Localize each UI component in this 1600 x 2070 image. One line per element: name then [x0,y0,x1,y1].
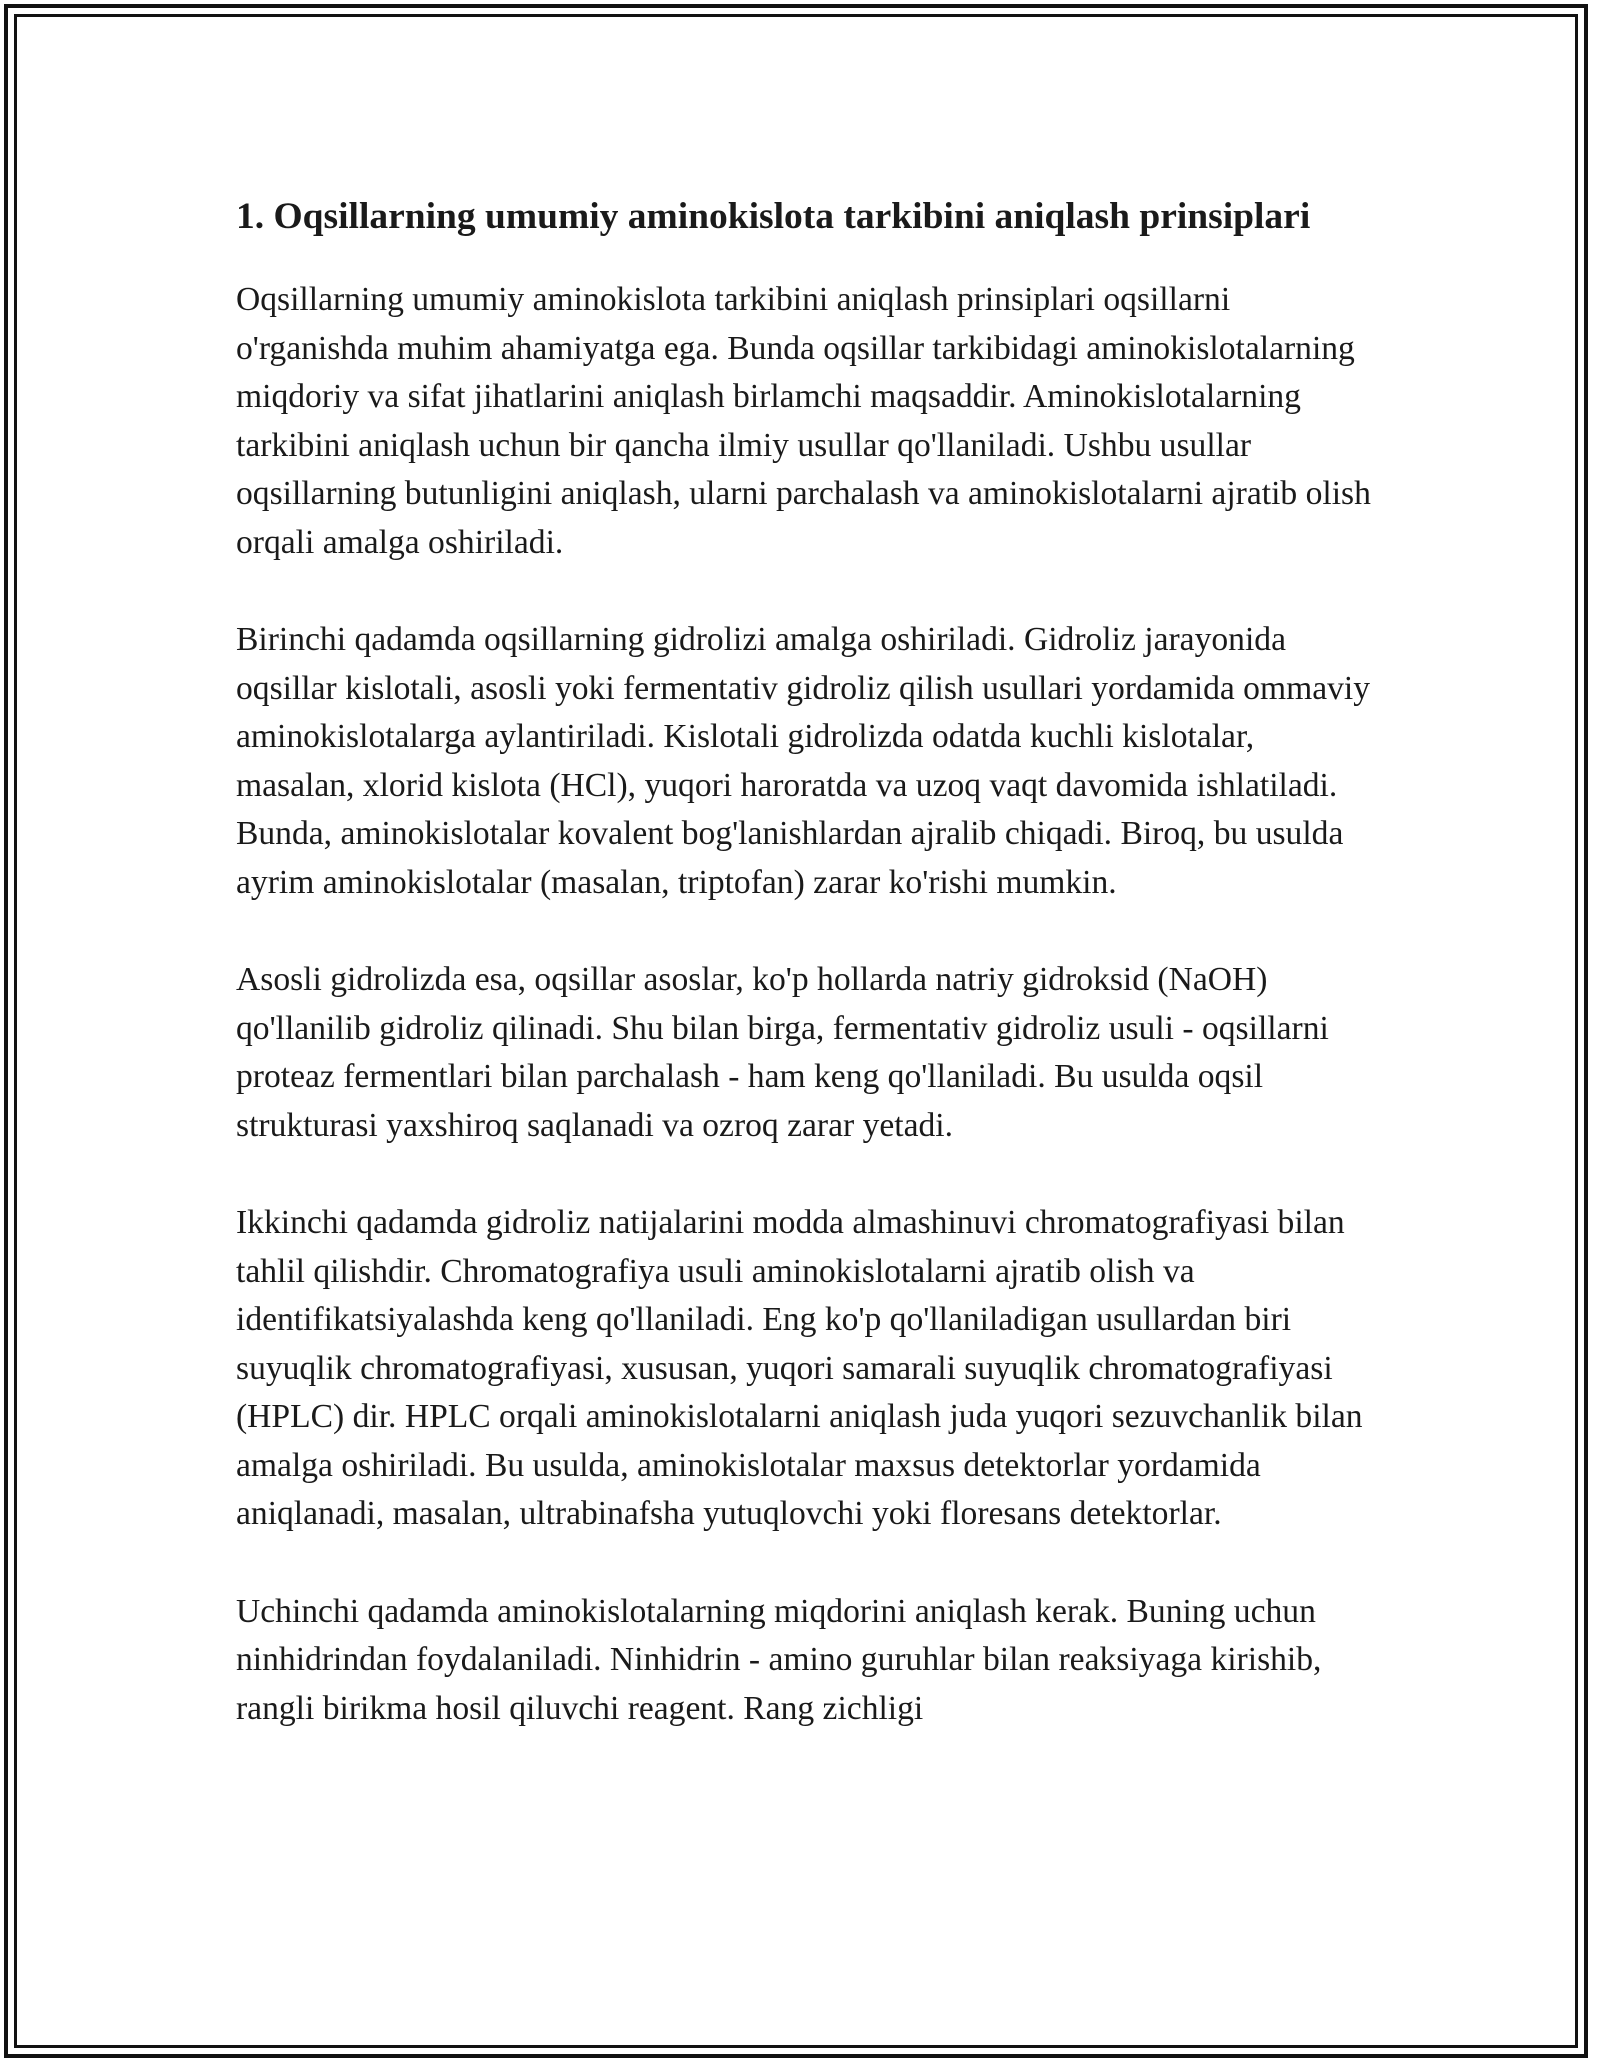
section-heading: 1. Oqsillarning umumiy aminokislota tarkibini aniqlash prinsiplari [236,196,1311,237]
paragraph-basic-hydrolysis: Asosli gidrolizda esa, oqsillar asoslar, ko'p hollarda natriy gidroksid (NaOH) qo'llanilib gidroliz qilinadi. Shu bilan birga, fermentativ gidroliz usuli - oqsillarni proteaz fermentlari bilan parchalash - ham keng qo'llaniladi. Bu usulda oqsil strukturasi yaxshiroq saqlanadi va ozroq zarar yetadi. [236,961,1329,1144]
paragraph-step-three: Uchinchi qadamda aminokislotalarning miqdorini aniqlash kerak. Buning uchun ninhidrindan foydalaniladi. Ninhidrin - amino guruhlar bilan reaksiyaga kirishib, rangli birikma hosil qiluvchi reagent. Rang zichligi [236,1592,1322,1727]
document-body [236,190,1376,1782]
paragraph-step-two: Ikkinchi qadamda gidroliz natijalarini modda almashinuvi chromatografiyasi bilan tahlil qilishdir. Chromatografiya usuli aminokislotalarni ajratib olish va identifikatsiyalashda keng qo'llaniladi. Eng ko'p qo'llaniladigan usullardan biri suyuqlik chromatografiyasi, xususan, yuqori samarali suyuqlik chromatografiyasi (HPLC) dir. HPLC orqali aminokislotalarni aniqlash juda yuqori sezuvchanlik bilan amalga oshiriladi. Bu usulda, aminokislotalar maxsus detektorlar yordamida aniqlanadi, masalan, ultrabinafsha yutuqlovchi yoki floresans detektorlar. [236,1204,1363,1532]
paragraph-intro: Oqsillarning umumiy aminokislota tarkibini aniqlash prinsiplari oqsillarni o'rganishda muhim ahamiyatga ega. Bunda oqsillar tarkibidagi aminokislotalarning miqdoriy va sifat jihatlarini aniqlash birlamchi maqsaddir. Aminokislotalarning tarkibini aniqlash uchun bir qancha ilmiy usullar qo'llaniladi. Ushbu usullar oqsillarning butunligini aniqlash, ularni parchalash va aminokislotalarni ajratib olish orqali amalga oshiriladi. [236,281,1371,561]
paragraph-step-one: Birinchi qadamda oqsillarning gidrolizi amalga oshiriladi. Gidroliz jarayonida oqsillar kislotali, asosli yoki fermentativ gidroliz qilish usullari yordamida ommaviy aminokislotalarga aylantiriladi. Kislotali gidrolizda odatda kuchli kislotalar, masalan, xlorid kislota (HCl), yuqori haroratda va uzoq vaqt davomida ishlatiladi. Bunda, aminokislotalar kovalent bog'lanishlardan ajralib chiqadi. Biroq, bu usulda ayrim aminokislotalar (masalan, triptofan) zarar ko'rishi mumkin. [236,621,1371,901]
